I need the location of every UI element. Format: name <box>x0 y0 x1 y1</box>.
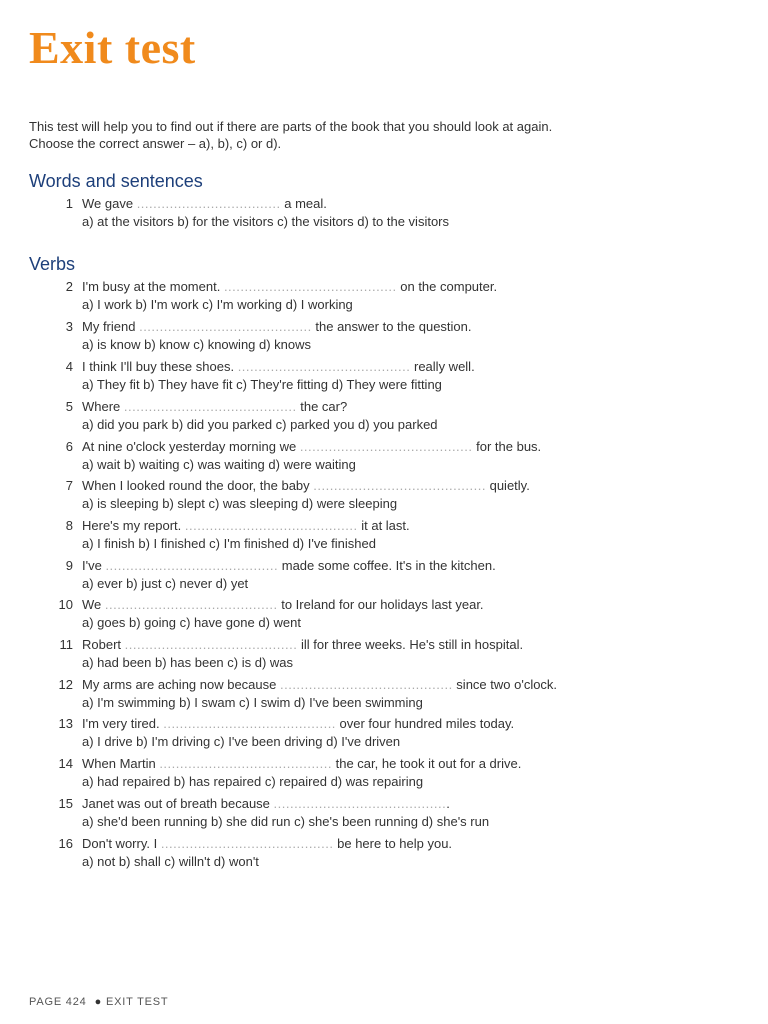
answer-blank: .......................................... <box>299 439 473 454</box>
intro-text <box>29 118 552 152</box>
answer-options: a) at the visitors b) for the visitors c) the visitors d) to the visitors <box>82 214 450 229</box>
question-number: 11 <box>59 637 73 652</box>
page-title: Exit test <box>29 22 196 73</box>
intro-line-2: Choose the correct answer – a), b), c) or d). <box>29 136 282 151</box>
question-number: 16 <box>58 836 73 851</box>
page-number: PAGE 424 <box>29 996 87 1008</box>
answer-options: a) had repaired b) has repaired c) repaired d) was repairing <box>82 774 424 789</box>
question-text: My arms are aching now because .......................................... since two o'clock. <box>82 677 558 692</box>
question-text: When I looked round the door, the baby .......................................... quietly. <box>82 478 530 493</box>
question-3 <box>0 318 768 354</box>
question-13 <box>0 715 768 751</box>
answer-options: a) ever b) just c) never d) yet <box>82 576 249 591</box>
question-1 <box>0 195 768 231</box>
question-2 <box>0 278 768 314</box>
question-text: I'm very tired. .......................................... over four hundred miles today. <box>82 716 515 731</box>
page-footer <box>29 996 168 1008</box>
question-number: 3 <box>65 319 73 334</box>
answer-blank: .......................................... <box>163 716 336 731</box>
bullet-icon: ● <box>94 996 103 1008</box>
answer-options: a) goes b) going c) have gone d) went <box>82 615 301 630</box>
question-15 <box>0 795 768 831</box>
question-text: When Martin .......................................... the car, he took it out for a drive. <box>82 756 522 771</box>
answer-blank: .......................................... <box>184 518 358 533</box>
answer-options: a) wait b) waiting c) was waiting d) were waiting <box>82 457 356 472</box>
question-number: 15 <box>58 796 73 811</box>
answer-blank: .......................................... <box>124 637 298 652</box>
question-number: 10 <box>58 597 73 612</box>
footer-section-label: EXIT TEST <box>106 996 169 1008</box>
question-text: At nine o'clock yesterday morning we .......................................... for the bus. <box>82 439 542 454</box>
answer-blank: .......................................... <box>105 558 279 573</box>
question-12 <box>0 676 768 712</box>
answer-options: a) is know b) know c) knowing d) knows <box>82 337 312 352</box>
question-14 <box>0 755 768 791</box>
question-text: Janet was out of breath because ........................................... <box>82 796 450 811</box>
answer-blank: .......................................... <box>160 836 334 851</box>
question-text: I've .......................................... made some coffee. It's in the kitchen. <box>82 558 496 573</box>
question-number: 5 <box>65 399 73 414</box>
question-16 <box>0 835 768 871</box>
question-text: Don't worry. I .......................................... be here to help you. <box>82 836 453 851</box>
answer-blank: .......................................... <box>237 359 411 374</box>
question-number: 2 <box>65 279 73 294</box>
intro-line-1: This test will help you to find out if there are parts of the book that you should look at again. <box>29 119 553 134</box>
answer-options: a) not b) shall c) willn't d) won't <box>82 854 259 869</box>
answer-options: a) I work b) I'm work c) I'm working d) I working <box>82 297 353 312</box>
answer-options: a) had been b) has been c) is d) was <box>82 655 294 670</box>
question-text: Here's my report. .......................................... it at last. <box>82 518 410 533</box>
answer-options: a) I'm swimming b) I swam c) I swim d) I've been swimming <box>82 695 423 710</box>
question-text: We .......................................... to Ireland for our holidays last year. <box>82 597 484 612</box>
answer-options: a) is sleeping b) slept c) was sleeping d) were sleeping <box>82 496 398 511</box>
answer-options: a) They fit b) They have fit c) They're fitting d) They were fitting <box>82 377 442 392</box>
answer-blank: .......................................... <box>223 279 397 294</box>
question-10 <box>0 596 768 632</box>
section-heading-verbs: Verbs <box>29 254 76 274</box>
question-number: 8 <box>65 518 73 533</box>
question-6 <box>0 438 768 474</box>
question-number: 6 <box>65 439 73 454</box>
question-4 <box>0 358 768 394</box>
question-text: My friend .......................................... the answer to the question. <box>82 319 472 334</box>
question-number: 12 <box>58 677 73 692</box>
question-number: 1 <box>65 196 73 211</box>
question-text: We gave ................................... a meal. <box>82 196 327 211</box>
question-number: 7 <box>65 478 73 493</box>
question-7 <box>0 477 768 513</box>
answer-options: a) I finish b) I finished c) I'm finished d) I've finished <box>82 536 376 551</box>
answer-blank: .......................................... <box>139 319 312 334</box>
answer-blank: .......................................... <box>313 478 486 493</box>
answer-options: a) did you park b) did you parked c) parked you d) you parked <box>82 417 438 432</box>
answer-blank: .......................................... <box>159 756 333 771</box>
question-text: Where .......................................... the car? <box>82 399 348 414</box>
question-text: Robert .......................................... ill for three weeks. He's still in hospital. <box>82 637 524 652</box>
answer-blank: .......................................... <box>279 677 453 692</box>
answer-options: a) I drive b) I'm driving c) I've been driving d) I've driven <box>82 734 401 749</box>
answer-blank: .......................................... <box>104 597 278 612</box>
answer-options: a) she'd been running b) she did run c) she's been running d) she's run <box>82 814 490 829</box>
question-text: I think I'll buy these shoes. .......................................... really well. <box>82 359 475 374</box>
question-5 <box>0 398 768 434</box>
question-number: 13 <box>58 716 73 731</box>
question-11 <box>0 636 768 672</box>
question-number: 4 <box>65 359 73 374</box>
answer-blank: ................................... <box>136 196 281 211</box>
section-heading-words-and-sentences: Words and sentences <box>29 171 203 191</box>
question-text: I'm busy at the moment. .......................................... on the computer. <box>82 279 498 294</box>
answer-blank: .......................................... <box>123 399 297 414</box>
question-number: 9 <box>65 558 73 573</box>
answer-blank: .......................................... <box>273 796 447 811</box>
question-9 <box>0 557 768 593</box>
question-8 <box>0 517 768 553</box>
question-number: 14 <box>58 756 73 771</box>
